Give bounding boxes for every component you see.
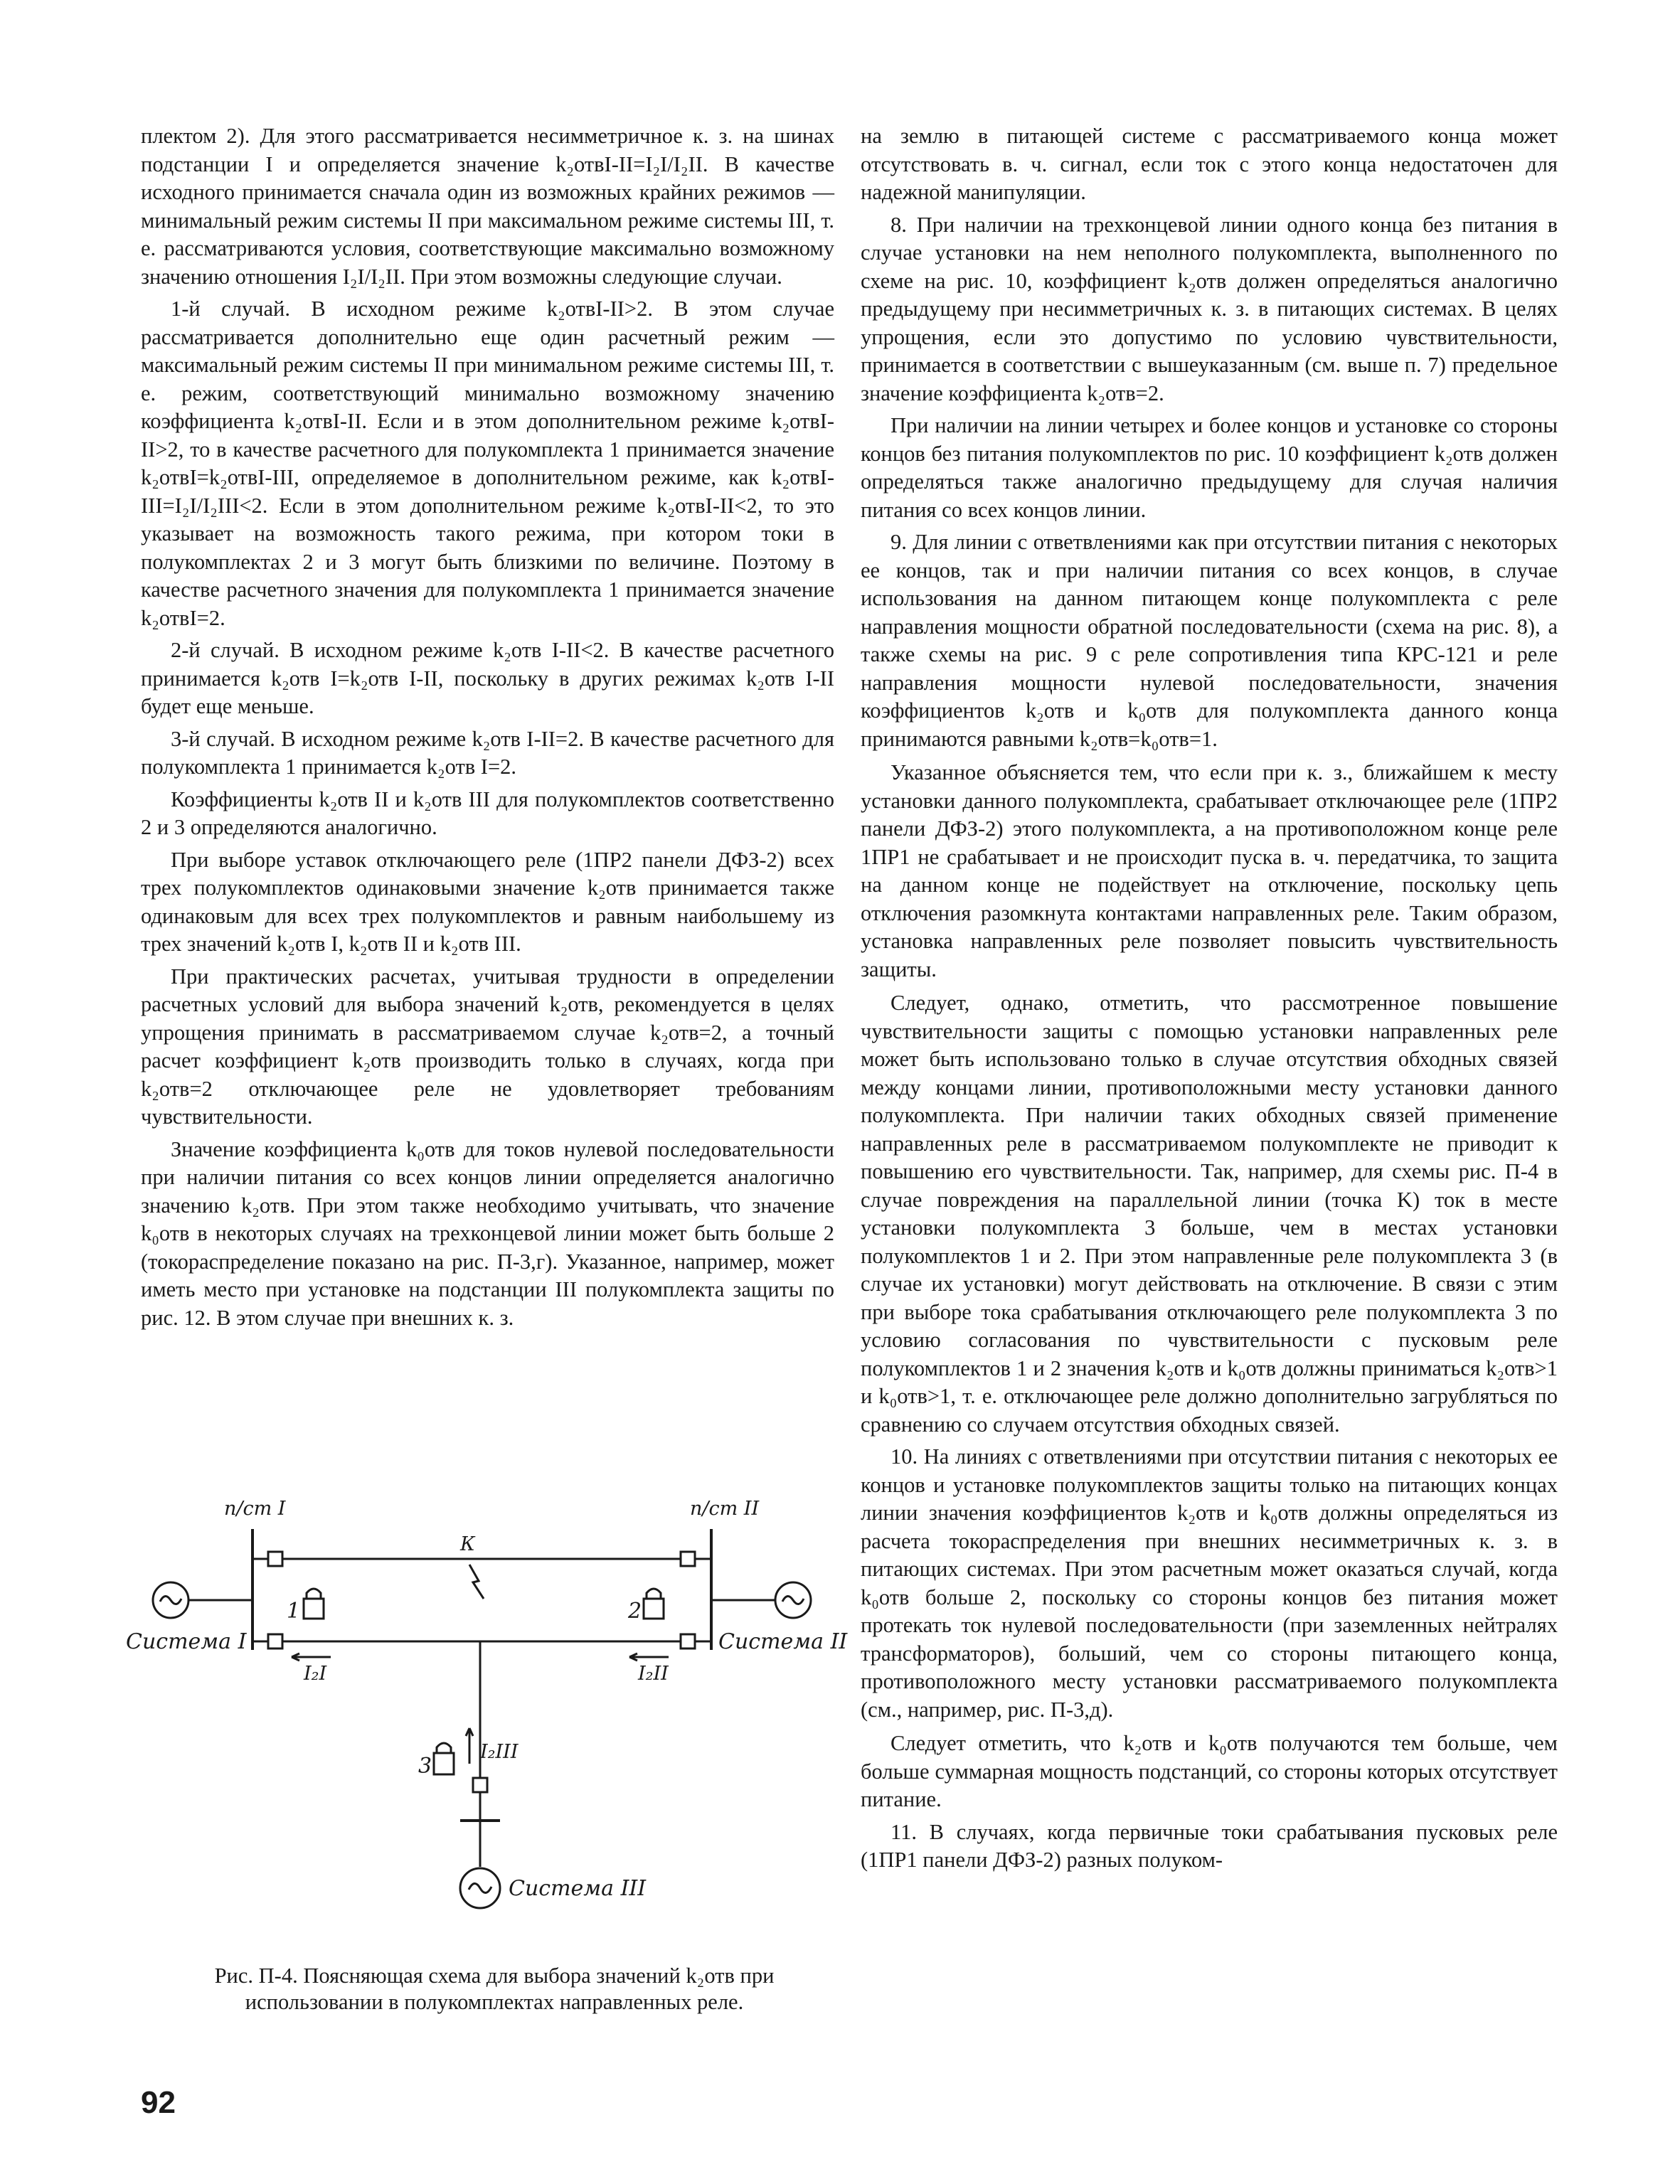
label-system-2: Система II (718, 1629, 848, 1654)
breaker (473, 1778, 487, 1792)
paragraph: 9. Для линии с ответвлениями как при отсутствии питания с некоторых ее концов, так и при наличии питания со всех концов, в случае использования на данном питающем конце полукомплекта с реле направления мощности обратной последовательности (схема на рис. 8), а также схемы на рис. 9 с реле сопротивления типа КРС-121 и реле направления мощности нулевой последовательности, значения коэффициентов k₂отв и k₀отв для полукомплекта данного конца принимаются равными k₂отв=k₀отв=1. (861, 530, 1558, 751)
relay-set-2-icon (644, 1589, 664, 1619)
paragraph: 11. В случаях, когда первичные токи срабатывания пусковых реле (1ПР1 панели ДФЗ-2) разных полуком- (861, 1819, 1558, 1872)
label-set-1: 1 (287, 1599, 301, 1624)
label-fault-point: К (460, 1533, 475, 1555)
left-column (141, 122, 834, 1336)
label-current-1: I₂I (304, 1663, 327, 1685)
label-current-3: I₂III (480, 1741, 519, 1763)
relay-set-1-icon (304, 1589, 324, 1619)
label-system-1: Система I (126, 1629, 247, 1654)
paragraph: При наличии на линии четырех и более концов и установке со стороны концов без питания полукомплектов по рис. 10 коэффициент k₂отв должен определяться также аналогично предыдущему для случая наличия питания со всех концов линии. (861, 413, 1558, 522)
paragraph: 2-й случай. В исходном режиме k₂отв I-II<2. В качестве расчетного принимается k₂отв I=k₂отв I-II, поскольку в других режимах k₂отв I-II будет еще меньше. (141, 638, 834, 718)
paragraph: 1-й случай. В исходном режиме k₂отвI-II>2. В этом случае рассматривается дополнительно еще один расчетный режим — максимальный режим системы II при минимальном режиме системы III, т. е. режим, соответствующий минимально возможному значению коэффициента k₂отвI-II. Если и в этом дополнительном режиме k₂отвI-II>2, то в качестве расчетного для полукомплекта 1 принимается значение k₂отвI=k₂отвI-III, определяемое в дополнительном режиме, как k₂отвI-III=I₂I/I₂III<2. Если в этом дополнительном режиме k₂отвI-II<2, то это указывает на возможность такого режима, при котором токи в полукомплектах 2 и 3 могут быть близкими по величине. Поэтому в качестве расчетного значения для полукомплекта 1 принимается значение k₂отвI=2. (141, 297, 834, 630)
paragraph: При выборе уставок отключающего реле (1ПР2 панели ДФЗ-2) всех трех полукомплектов одинаковыми значение k₂отв принимается также одинаковым для всех трех полукомплектов и равным наибольшему из трех значений k₂отв I, k₂отв II и k₂отв III. (141, 847, 834, 956)
label-set-3: 3 (418, 1754, 432, 1779)
right-column (861, 122, 1558, 1879)
fault-lightning-icon (469, 1565, 484, 1599)
breaker (681, 1552, 695, 1566)
paragraph: на землю в питающей системе с рассматриваемого конца может отсутствовать в. ч. сигнал, если ток с этого конца недостаточен для надежной манипуляции. (861, 124, 1558, 204)
label-substation-2: п/ст II (690, 1498, 760, 1520)
sine-icon (782, 1596, 804, 1604)
label-substation-1: п/ст I (224, 1498, 286, 1520)
current-arrow-2-icon (629, 1653, 669, 1661)
paragraph: Указанное объясняется тем, что если при к. з., ближайшем к месту установки данного полукомплекта, срабатывает отключающее реле (1ПР2 панели ДФЗ-2) этого полукомплекта, а на противоположном конце реле 1ПР1 не срабатывает и не происходит пуска в. ч. передатчика, то защита на данном конце не подействует на отключение, поскольку цепь отключения разомкнута контактами направленных реле. Таким образом, установка направленных реле позволяет повысить чувствительность защиты. (861, 760, 1558, 981)
paragraph: 3-й случай. В исходном режиме k₂отв I-II=2. В качестве расчетного для полукомплекта 1 принимается k₂отв I=2. (141, 726, 834, 779)
current-arrow-1-icon (292, 1653, 331, 1661)
breaker (268, 1634, 282, 1648)
page-number: 92 (141, 2085, 176, 2120)
paragraph: Коэффициенты k₂отв II и k₂отв III для полукомплектов соответственно 2 и 3 определяются аналогично. (141, 787, 834, 839)
paragraph: 10. На линиях с ответвлениями при отсутствии питания с некоторых ее концов и установке полукомплектов защиты только на питающих концах линии значения коэффициентов k₂отв и k₀отв должны определяться из расчета токораспределения при внешних несимметричных к. з. в питающих системах. При этом расчетным может оказаться случай, когда k₀отв больше 2, поскольку со стороны концов без питания может протекать ток нулевой последовательности (при заземленных нейтралях трансформаторов), больший, чем со стороны питающего конца, противоположного месту установки рассматриваемого полукомплекта (см., например, рис. П-3,д). (861, 1444, 1558, 1722)
circuit-diagram (126, 1479, 848, 1956)
circuit-diagram-svg (126, 1479, 848, 1956)
breaker (268, 1552, 282, 1566)
paragraph: Следует отметить, что k₂отв и k₀отв получаются тем больше, чем больше суммарная мощность подстанций, со стороны которых отсутствует питание. (861, 1731, 1558, 1811)
label-system-3: Система III (509, 1876, 647, 1901)
paragraph: плектом 2). Для этого рассматривается несимметричное к. з. на шинах подстанции I и определяется значение k₂отвI-II=I₂I/I₂II. В качестве исходного принимается сначала один из возможных крайних режимов — минимальный режим системы II при максимальном режиме системы III, т. е. рассматриваются условия, соответствующие максимально возможному значению отношения I₂I/I₂II. При этом возможны следующие случаи. (141, 124, 834, 289)
breaker (681, 1634, 695, 1648)
paragraph: При практических расчетах, учитывая трудности в определении расчетных условий для выбора значений k₂отв, рекомендуется в целях упрощения принимать в рассматриваемом случае k₂отв=2, а точный расчет коэффициент k₂отв производить только в случаях, когда при k₂отв=2 отключающее реле не удовлетворяет требованиям чувствительности. (141, 964, 834, 1129)
paragraph: Значение коэффициента k₀отв для токов нулевой последовательности при наличии питания со всех концов линии определяется аналогично значению k₂отв. При этом также необходимо учитывать, что значение k₀отв в некоторых случаях на трехконцевой линии может быть больше 2 (токораспределение показано на рис. П-3,г). Указанное, например, может иметь место при установке на подстанции III полукомплекта защиты по рис. 12. В этом случае при внешних к. з. (141, 1136, 834, 1330)
figure-caption: Рис. П-4. Поясняющая схема для выбора значений k₂отв при использовании в полукомплектах направленных реле. (214, 1964, 775, 2014)
paragraph: Следует, однако, отметить, что рассмотренное повышение чувствительности защиты с помощью установки направленных реле может быть использовано только в случае отсутствия обходных связей между концами линии, противоположными месту установки данного полукомплекта. При наличии таких обходных связей применение направленных реле в рассматриваемом полукомплекте не приводит к повышению его чувствительности. Так, например, для схемы рис. П-4 в случае повреждения на параллельной линии (точка K) ток в месте установки полукомплекта 3 больше, чем в местах установки полукомплектов 1 и 2. При этом направленные реле полукомплекта 3 (в случае их установки) могут действовать на отключение. В связи с этим при выборе тока срабатывания отключающего реле полукомплекта 3 по условию согласования по чувствительности с пусковым реле полукомплектов 1 и 2 значения k₂отв и k₀отв должны приниматься k₂отв>1 и k₀отв>1, т. е. отключающее реле должно дополнительно загрубляться по сравнению со случаем отсутствия обходных связей. (861, 991, 1558, 1437)
sine-icon (160, 1596, 181, 1604)
paragraph: 8. При наличии на трехконцевой линии одного конца без питания в случае установки на нем неполного полукомплекта, выполненного по схеме на рис. 10, коэффициент k₂отв должен определяться аналогично предыдущему при несимметричных к. з. в питающих системах. В целях упрощения, если это допустимо по условию чувствительности, принимается в соответствии с вышеуказанным (см. выше п. 7) предельное значение коэффициента k₂отв=2. (861, 212, 1558, 405)
label-set-2: 2 (628, 1599, 642, 1624)
sine-icon (469, 1883, 491, 1892)
label-current-2: I₂II (638, 1663, 669, 1685)
current-arrow-3-icon (466, 1728, 473, 1764)
relay-set-3-icon (434, 1743, 454, 1774)
